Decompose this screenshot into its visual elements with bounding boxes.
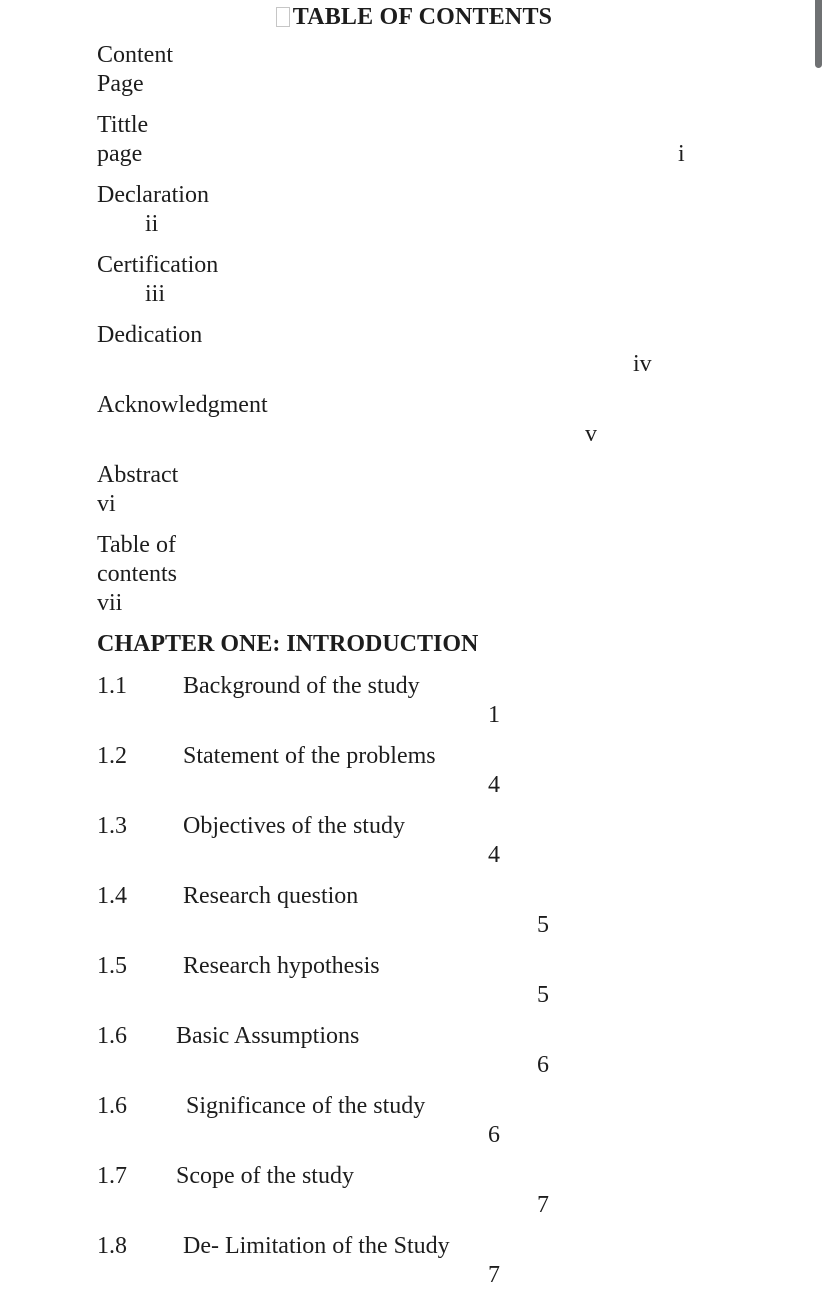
toc-item-abstract	[97, 461, 738, 519]
toc-entry	[97, 1092, 738, 1150]
page-number: iv	[633, 351, 652, 377]
entry-title: Objectives of the study	[183, 813, 405, 839]
toc-item-label: Declaration	[97, 182, 209, 208]
entry-page-number: 7	[488, 1262, 500, 1288]
entry-number: 1.2	[97, 743, 127, 769]
toc-item-label: Table of	[97, 532, 176, 558]
entry-title: Research question	[183, 883, 359, 909]
entry-number: 1.4	[97, 883, 127, 909]
toc-item-certification	[97, 251, 738, 309]
columns-header-content: Content	[97, 42, 173, 68]
page-number: v	[585, 421, 597, 447]
entry-number: 1.5	[97, 953, 127, 979]
entry-page-number: 4	[488, 842, 500, 868]
toc-item-label-line2: contents	[97, 561, 177, 587]
page-title	[0, 0, 828, 34]
toc-item-label: Tittle	[97, 112, 149, 138]
toc-item-dedication	[97, 321, 738, 379]
page-number: iii	[145, 281, 166, 307]
entry-number: 1.6	[97, 1023, 127, 1049]
entry-page-number: 5	[537, 982, 549, 1008]
scrollbar-thumb[interactable]	[815, 0, 822, 68]
toc-item-label: Abstract	[97, 462, 179, 488]
entry-title: Statement of the problems	[183, 743, 436, 769]
toc-entry	[97, 1022, 738, 1080]
entry-number: 1.3	[97, 813, 127, 839]
toc-entry	[97, 1232, 738, 1290]
chapter-heading: CHAPTER ONE: INTRODUCTION	[97, 631, 479, 657]
page-title-text: TABLE OF CONTENTS	[292, 4, 553, 30]
missing-glyph-box-icon	[276, 7, 290, 27]
entry-title: Scope of the study	[176, 1163, 354, 1189]
toc-entry	[97, 952, 738, 1010]
toc-item-table-of-contents	[97, 531, 738, 618]
toc-item-acknowledgment	[97, 391, 738, 449]
entry-page-number: 1	[488, 702, 500, 728]
columns-header	[97, 41, 738, 99]
entry-page-number: 6	[488, 1122, 500, 1148]
columns-header-page: Page	[97, 71, 144, 97]
entry-number: 1.6	[97, 1093, 127, 1119]
page-number: ii	[145, 211, 159, 237]
entry-page-number: 5	[537, 912, 549, 938]
entry-page-number: 6	[537, 1052, 549, 1078]
entry-number: 1.1	[97, 673, 127, 699]
toc-entry	[97, 882, 738, 940]
toc-entry	[97, 812, 738, 870]
toc-item-label-text: page	[97, 141, 143, 167]
entry-page-number: 4	[488, 772, 500, 798]
page-number: i	[678, 141, 685, 167]
toc-item-label: Acknowledgment	[97, 392, 268, 418]
toc-item-label-line2	[97, 140, 738, 169]
toc-entry	[97, 1162, 738, 1220]
entry-page-number: 7	[537, 1192, 549, 1218]
toc-entry	[97, 742, 738, 800]
page-number: vii	[97, 590, 123, 616]
entry-number: 1.8	[97, 1233, 127, 1259]
toc-item-title-page	[97, 111, 738, 169]
toc-item-label: Certification	[97, 252, 219, 278]
entry-title: Research hypothesis	[183, 953, 380, 979]
entry-title: Basic Assumptions	[176, 1023, 360, 1049]
toc-item-declaration	[97, 181, 738, 239]
page-number: vi	[97, 491, 116, 517]
entry-title: Background of the study	[183, 673, 420, 699]
toc-entry	[97, 672, 738, 730]
entry-number: 1.7	[97, 1163, 127, 1189]
entry-title: De- Limitation of the Study	[183, 1233, 450, 1259]
toc-item-label: Dedication	[97, 322, 203, 348]
entry-title: Significance of the study	[186, 1093, 426, 1119]
